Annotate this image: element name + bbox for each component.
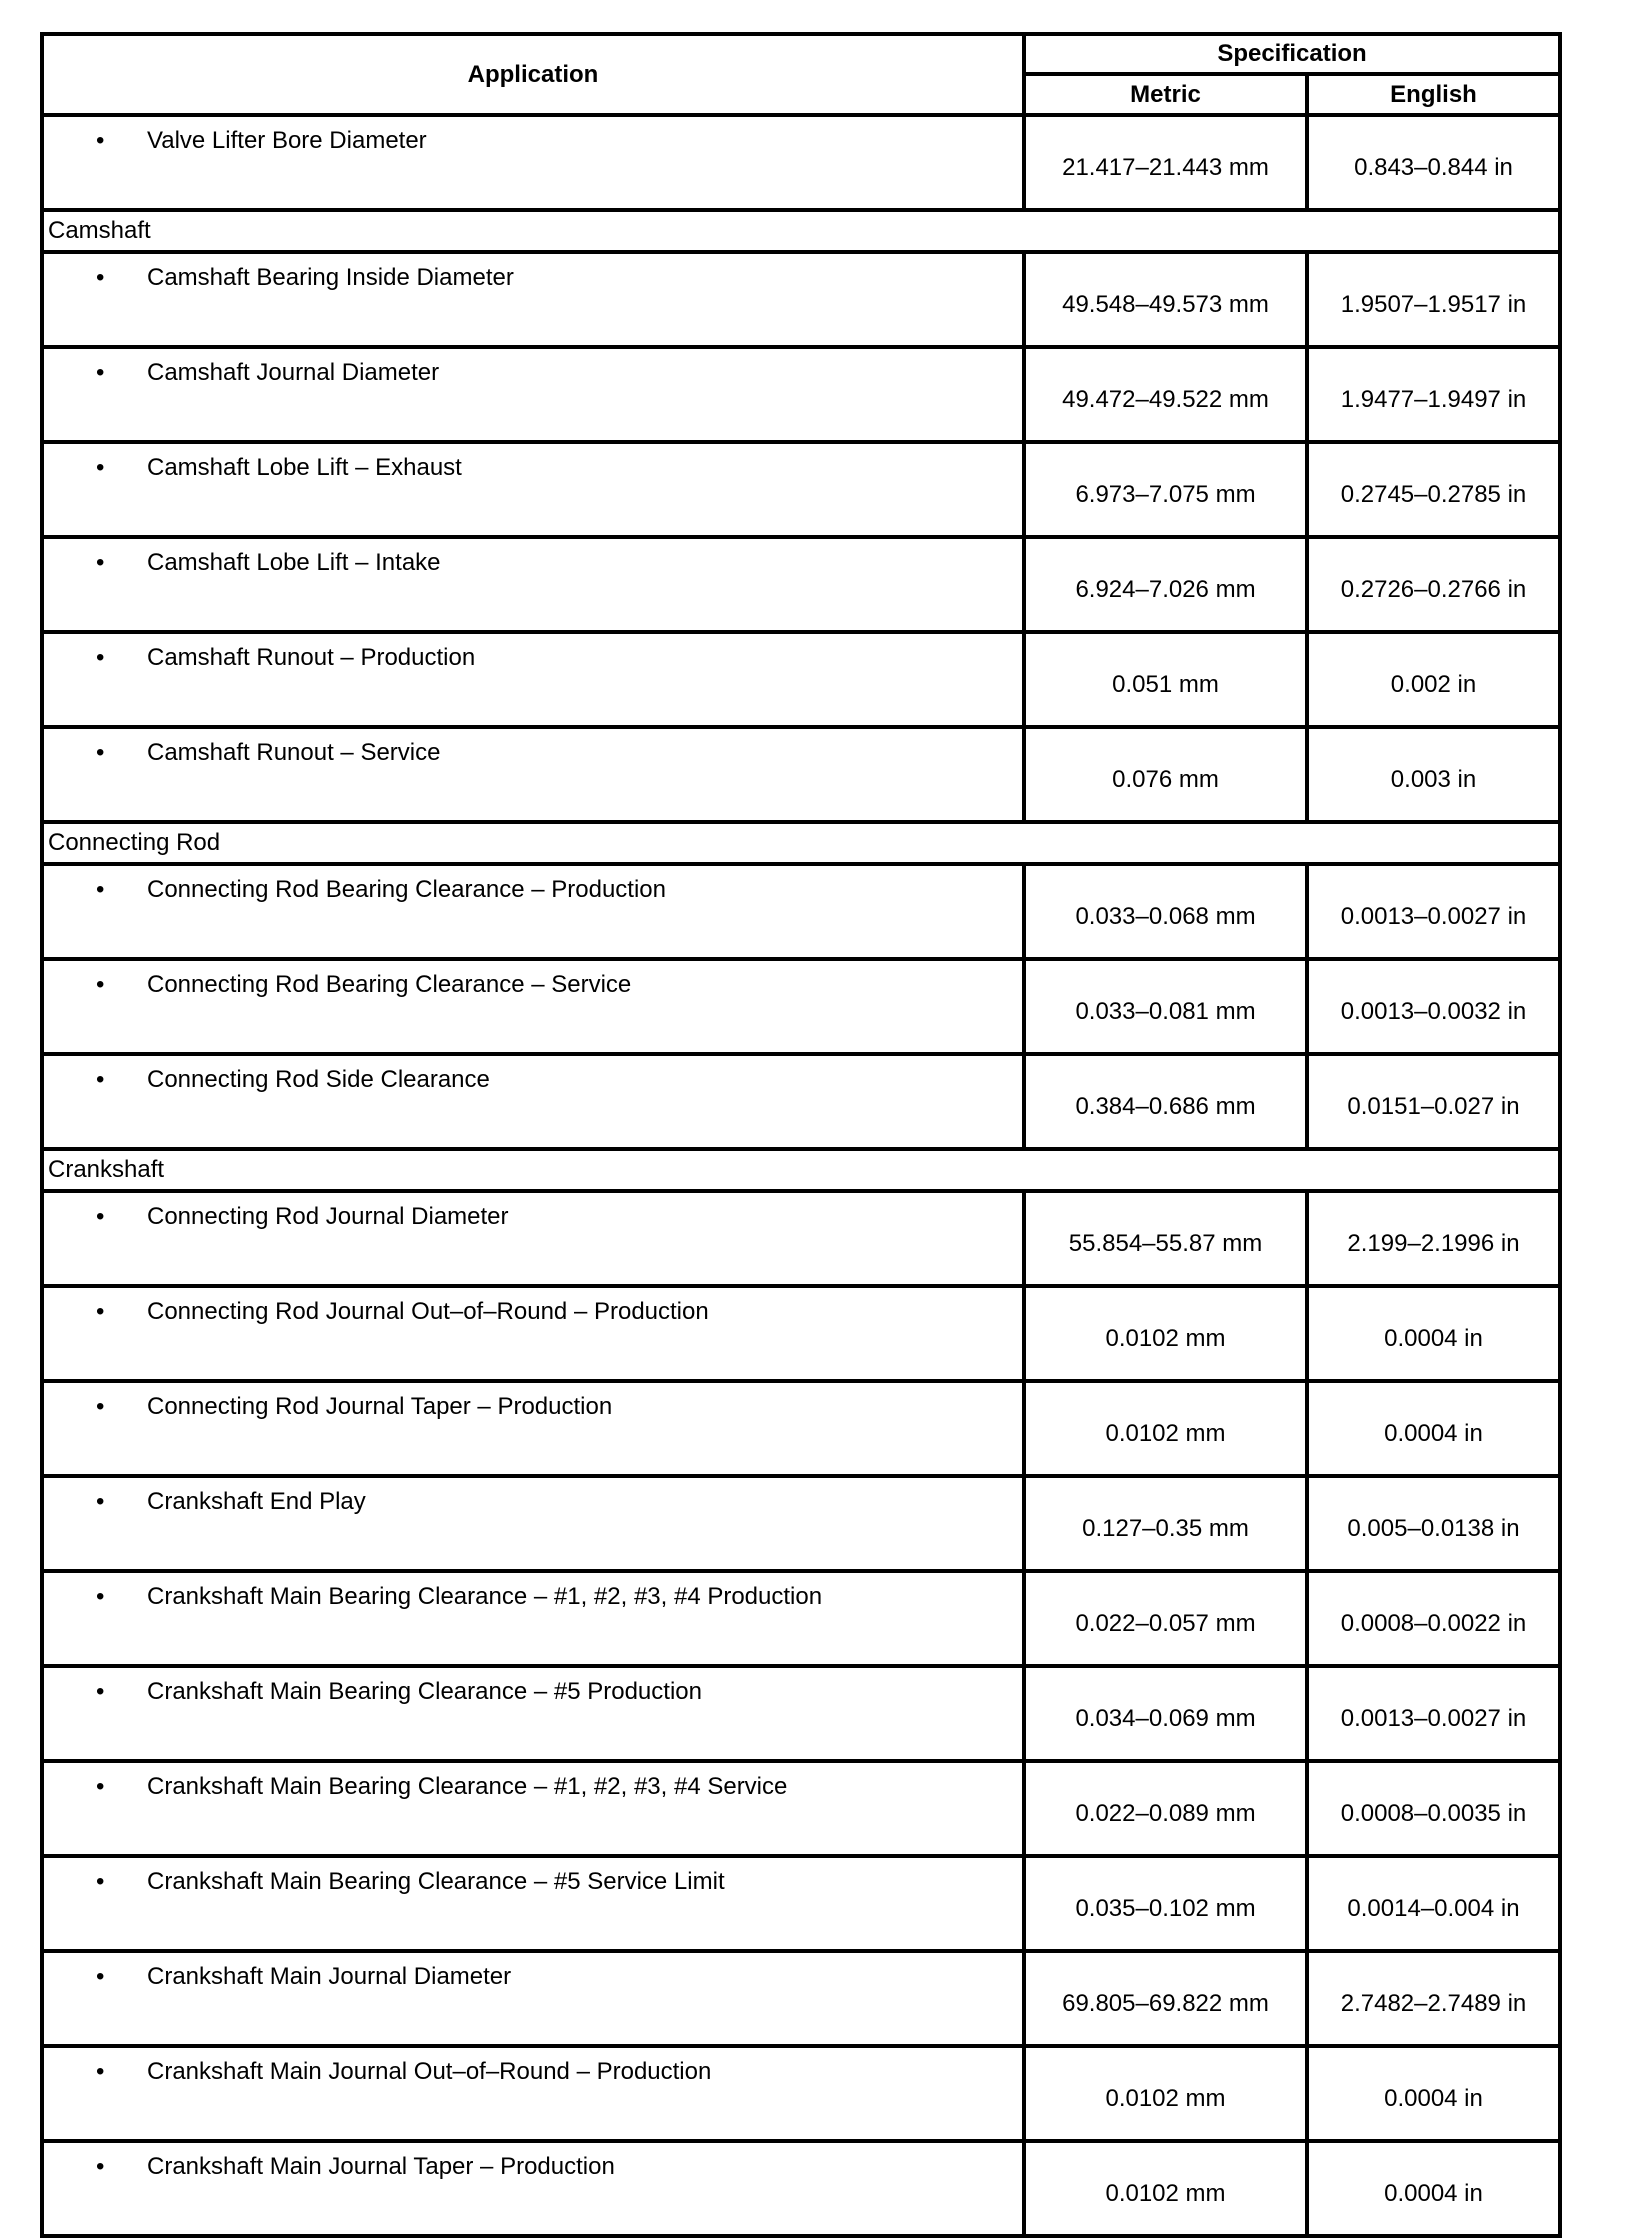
bullet-icon: • xyxy=(96,1773,105,1800)
bullet-icon: • xyxy=(96,2153,105,2180)
table-row xyxy=(42,1666,1560,1761)
table-body xyxy=(42,115,1560,2236)
english-value: 0.843–0.844 in xyxy=(1307,115,1560,210)
application-label: Camshaft Lobe Lift – Intake xyxy=(147,549,441,576)
application-cell xyxy=(42,1951,1024,2046)
application-cell xyxy=(42,1381,1024,1476)
table-row xyxy=(42,442,1560,537)
table-row xyxy=(42,1476,1560,1571)
english-value: 2.7482–2.7489 in xyxy=(1307,1951,1560,2046)
application-header: Application xyxy=(42,34,1024,115)
table-row xyxy=(42,632,1560,727)
application-label: Connecting Rod Journal Taper – Production xyxy=(147,1393,613,1420)
metric-header: Metric xyxy=(1024,74,1307,115)
table-row xyxy=(42,1856,1560,1951)
application-label: Crankshaft Main Journal Diameter xyxy=(147,1963,512,1990)
table-row xyxy=(42,864,1560,959)
metric-value: 0.033–0.068 mm xyxy=(1024,864,1307,959)
bullet-icon: • xyxy=(96,1298,105,1325)
metric-value: 0.0102 mm xyxy=(1024,1381,1307,1476)
bullet-icon: • xyxy=(96,644,105,671)
application-label: Crankshaft Main Journal Taper – Production xyxy=(147,2153,615,2180)
table-row xyxy=(42,347,1560,442)
metric-value: 0.034–0.069 mm xyxy=(1024,1666,1307,1761)
metric-value: 6.924–7.026 mm xyxy=(1024,537,1307,632)
application-label: Crankshaft Main Bearing Clearance – #5 Production xyxy=(147,1678,702,1705)
application-label: Connecting Rod Side Clearance xyxy=(147,1066,490,1093)
application-cell xyxy=(42,632,1024,727)
table-row xyxy=(42,537,1560,632)
application-cell xyxy=(42,2141,1024,2236)
table-row xyxy=(42,1951,1560,2046)
english-value: 0.0013–0.0027 in xyxy=(1307,864,1560,959)
application-label: Camshaft Runout – Production xyxy=(147,644,476,671)
english-value: 0.002 in xyxy=(1307,632,1560,727)
application-cell xyxy=(42,1856,1024,1951)
section-title: Camshaft xyxy=(42,210,1560,252)
english-value: 0.005–0.0138 in xyxy=(1307,1476,1560,1571)
table-row xyxy=(42,1286,1560,1381)
application-label: Camshaft Journal Diameter xyxy=(147,359,440,386)
english-header: English xyxy=(1307,74,1560,115)
english-value: 1.9507–1.9517 in xyxy=(1307,252,1560,347)
table-row xyxy=(42,959,1560,1054)
bullet-icon: • xyxy=(96,971,105,998)
application-cell xyxy=(42,1571,1024,1666)
application-label: Connecting Rod Bearing Clearance – Production xyxy=(147,876,666,903)
table-row xyxy=(42,2141,1560,2236)
application-cell xyxy=(42,347,1024,442)
metric-value: 49.548–49.573 mm xyxy=(1024,252,1307,347)
application-label: Camshaft Runout – Service xyxy=(147,739,441,766)
metric-value: 0.0102 mm xyxy=(1024,1286,1307,1381)
bullet-icon: • xyxy=(96,876,105,903)
section-row xyxy=(42,210,1560,252)
bullet-icon: • xyxy=(96,1488,105,1515)
bullet-icon: • xyxy=(96,1868,105,1895)
application-label: Crankshaft Main Journal Out–of–Round – Production xyxy=(147,2058,712,2085)
english-value: 0.0013–0.0032 in xyxy=(1307,959,1560,1054)
bullet-icon: • xyxy=(96,1393,105,1420)
english-value: 1.9477–1.9497 in xyxy=(1307,347,1560,442)
application-label: Crankshaft Main Bearing Clearance – #5 Service Limit xyxy=(147,1868,725,1895)
bullet-icon: • xyxy=(96,1678,105,1705)
metric-value: 0.035–0.102 mm xyxy=(1024,1856,1307,1951)
application-cell xyxy=(42,1191,1024,1286)
application-label: Connecting Rod Bearing Clearance – Service xyxy=(147,971,632,998)
english-value: 0.0151–0.027 in xyxy=(1307,1054,1560,1149)
metric-value: 55.854–55.87 mm xyxy=(1024,1191,1307,1286)
specification-header: Specification xyxy=(1024,34,1560,74)
section-title: Crankshaft xyxy=(42,1149,1560,1191)
application-label: Connecting Rod Journal Out–of–Round – Production xyxy=(147,1298,709,1325)
table-row xyxy=(42,1761,1560,1856)
english-value: 0.0008–0.0022 in xyxy=(1307,1571,1560,1666)
metric-value: 0.0102 mm xyxy=(1024,2046,1307,2141)
bullet-icon: • xyxy=(96,1066,105,1093)
table-row xyxy=(42,1381,1560,1476)
table-row xyxy=(42,1191,1560,1286)
table-header xyxy=(42,34,1560,115)
application-cell xyxy=(42,959,1024,1054)
metric-value: 49.472–49.522 mm xyxy=(1024,347,1307,442)
table-row xyxy=(42,727,1560,822)
application-label: Crankshaft Main Bearing Clearance – #1, #2, #3, #4 Production xyxy=(147,1583,823,1610)
application-label: Connecting Rod Journal Diameter xyxy=(147,1203,509,1230)
application-cell xyxy=(42,1054,1024,1149)
application-cell xyxy=(42,537,1024,632)
english-value: 0.0004 in xyxy=(1307,1381,1560,1476)
application-cell xyxy=(42,1286,1024,1381)
metric-value: 0.022–0.057 mm xyxy=(1024,1571,1307,1666)
table-row xyxy=(42,115,1560,210)
english-value: 0.0013–0.0027 in xyxy=(1307,1666,1560,1761)
metric-value: 0.0102 mm xyxy=(1024,2141,1307,2236)
application-cell xyxy=(42,1761,1024,1856)
bullet-icon: • xyxy=(96,1963,105,1990)
english-value: 0.2726–0.2766 in xyxy=(1307,537,1560,632)
application-label: Camshaft Lobe Lift – Exhaust xyxy=(147,454,462,481)
table-row xyxy=(42,1571,1560,1666)
metric-value: 0.127–0.35 mm xyxy=(1024,1476,1307,1571)
english-value: 0.0014–0.004 in xyxy=(1307,1856,1560,1951)
application-cell xyxy=(42,1476,1024,1571)
metric-value: 69.805–69.822 mm xyxy=(1024,1951,1307,2046)
header-row-top xyxy=(42,34,1560,74)
application-cell xyxy=(42,115,1024,210)
application-label: Crankshaft End Play xyxy=(147,1488,366,1515)
application-label: Camshaft Bearing Inside Diameter xyxy=(147,264,514,291)
metric-value: 0.076 mm xyxy=(1024,727,1307,822)
english-value: 0.0004 in xyxy=(1307,2141,1560,2236)
section-row xyxy=(42,822,1560,864)
application-label: Valve Lifter Bore Diameter xyxy=(147,127,427,154)
metric-value: 0.384–0.686 mm xyxy=(1024,1054,1307,1149)
bullet-icon: • xyxy=(96,549,105,576)
bullet-icon: • xyxy=(96,264,105,291)
bullet-icon: • xyxy=(96,359,105,386)
english-value: 2.199–2.1996 in xyxy=(1307,1191,1560,1286)
english-value: 0.2745–0.2785 in xyxy=(1307,442,1560,537)
section-title: Connecting Rod xyxy=(42,822,1560,864)
application-cell xyxy=(42,2046,1024,2141)
application-label: Crankshaft Main Bearing Clearance – #1, #2, #3, #4 Service xyxy=(147,1773,788,1800)
application-cell xyxy=(42,1666,1024,1761)
bullet-icon: • xyxy=(96,127,105,154)
english-value: 0.0004 in xyxy=(1307,2046,1560,2141)
bullet-icon: • xyxy=(96,1583,105,1610)
section-row xyxy=(42,1149,1560,1191)
application-cell xyxy=(42,727,1024,822)
bullet-icon: • xyxy=(96,739,105,766)
application-cell xyxy=(42,442,1024,537)
metric-value: 21.417–21.443 mm xyxy=(1024,115,1307,210)
metric-value: 0.033–0.081 mm xyxy=(1024,959,1307,1054)
table-row xyxy=(42,252,1560,347)
english-value: 0.0004 in xyxy=(1307,1286,1560,1381)
bullet-icon: • xyxy=(96,454,105,481)
english-value: 0.003 in xyxy=(1307,727,1560,822)
application-cell xyxy=(42,864,1024,959)
application-cell xyxy=(42,252,1024,347)
table-row xyxy=(42,2046,1560,2141)
bullet-icon: • xyxy=(96,2058,105,2085)
bullet-icon: • xyxy=(96,1203,105,1230)
table-row xyxy=(42,1054,1560,1149)
english-value: 0.0008–0.0035 in xyxy=(1307,1761,1560,1856)
metric-value: 0.022–0.089 mm xyxy=(1024,1761,1307,1856)
metric-value: 6.973–7.075 mm xyxy=(1024,442,1307,537)
specification-table xyxy=(40,32,1562,2238)
metric-value: 0.051 mm xyxy=(1024,632,1307,727)
